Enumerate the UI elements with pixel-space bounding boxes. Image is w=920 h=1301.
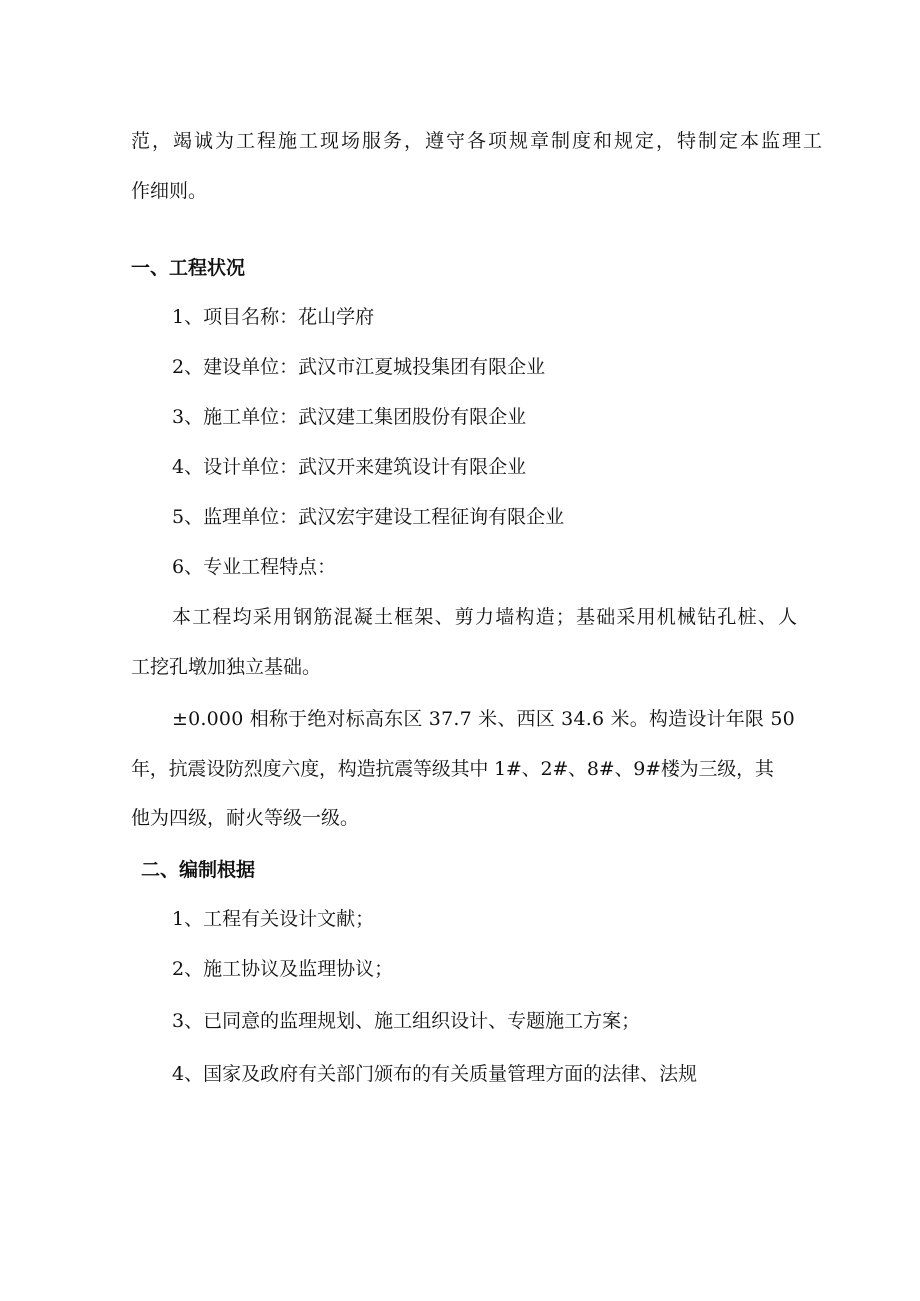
project-item-2: 2、建设单位：武汉市江夏城投集团有限企业 [172, 356, 546, 378]
intro-line-2: 作细则。 [131, 180, 208, 202]
section-heading-basis: 二、编制根据 [141, 859, 256, 881]
structure-paragraph-line-1: 本工程均采用钢筋混凝土框架、剪力墙构造；基础采用机械钻孔桩、人 [172, 606, 799, 628]
section-heading-project-status: 一、工程状况 [131, 257, 246, 279]
basis-item-3: 3、已同意的监理规划、施工组织设计、专题施工方案； [172, 1010, 641, 1032]
elevation-paragraph-line-1: ±0.000 相称于绝对标高东区 37.7 米、西区 34.6 米。构造设计年限 50 [172, 708, 795, 730]
elevation-paragraph-line-3: 他为四级，耐火等级一级。 [131, 807, 360, 829]
structure-paragraph-line-2: 工挖孔墩加独立基础。 [131, 656, 322, 678]
basis-item-1: 1、工程有关设计文献； [172, 908, 375, 930]
project-item-3: 3、施工单位：武汉建工集团股份有限企业 [172, 406, 527, 428]
intro-line-1: 范，竭诚为工程施工现场服务，遵守各项规章制度和规定，特制定本监理工 [131, 130, 825, 152]
basis-item-4: 4、国家及政府有关部门颁布的有关质量管理方面的法律、法规 [172, 1063, 698, 1085]
project-item-6: 6、专业工程特点： [172, 556, 337, 578]
project-item-5: 5、监理单位：武汉宏宇建设工程征询有限企业 [172, 506, 565, 528]
elevation-paragraph-line-2: 年，抗震设防烈度六度，构造抗震等级其中 1#、2#、8#、9#楼为三级，其 [131, 758, 774, 780]
project-item-1: 1、项目名称：花山学府 [172, 306, 375, 328]
basis-item-2: 2、施工协议及监理协议； [172, 958, 394, 980]
project-item-4: 4、设计单位：武汉开来建筑设计有限企业 [172, 456, 527, 478]
